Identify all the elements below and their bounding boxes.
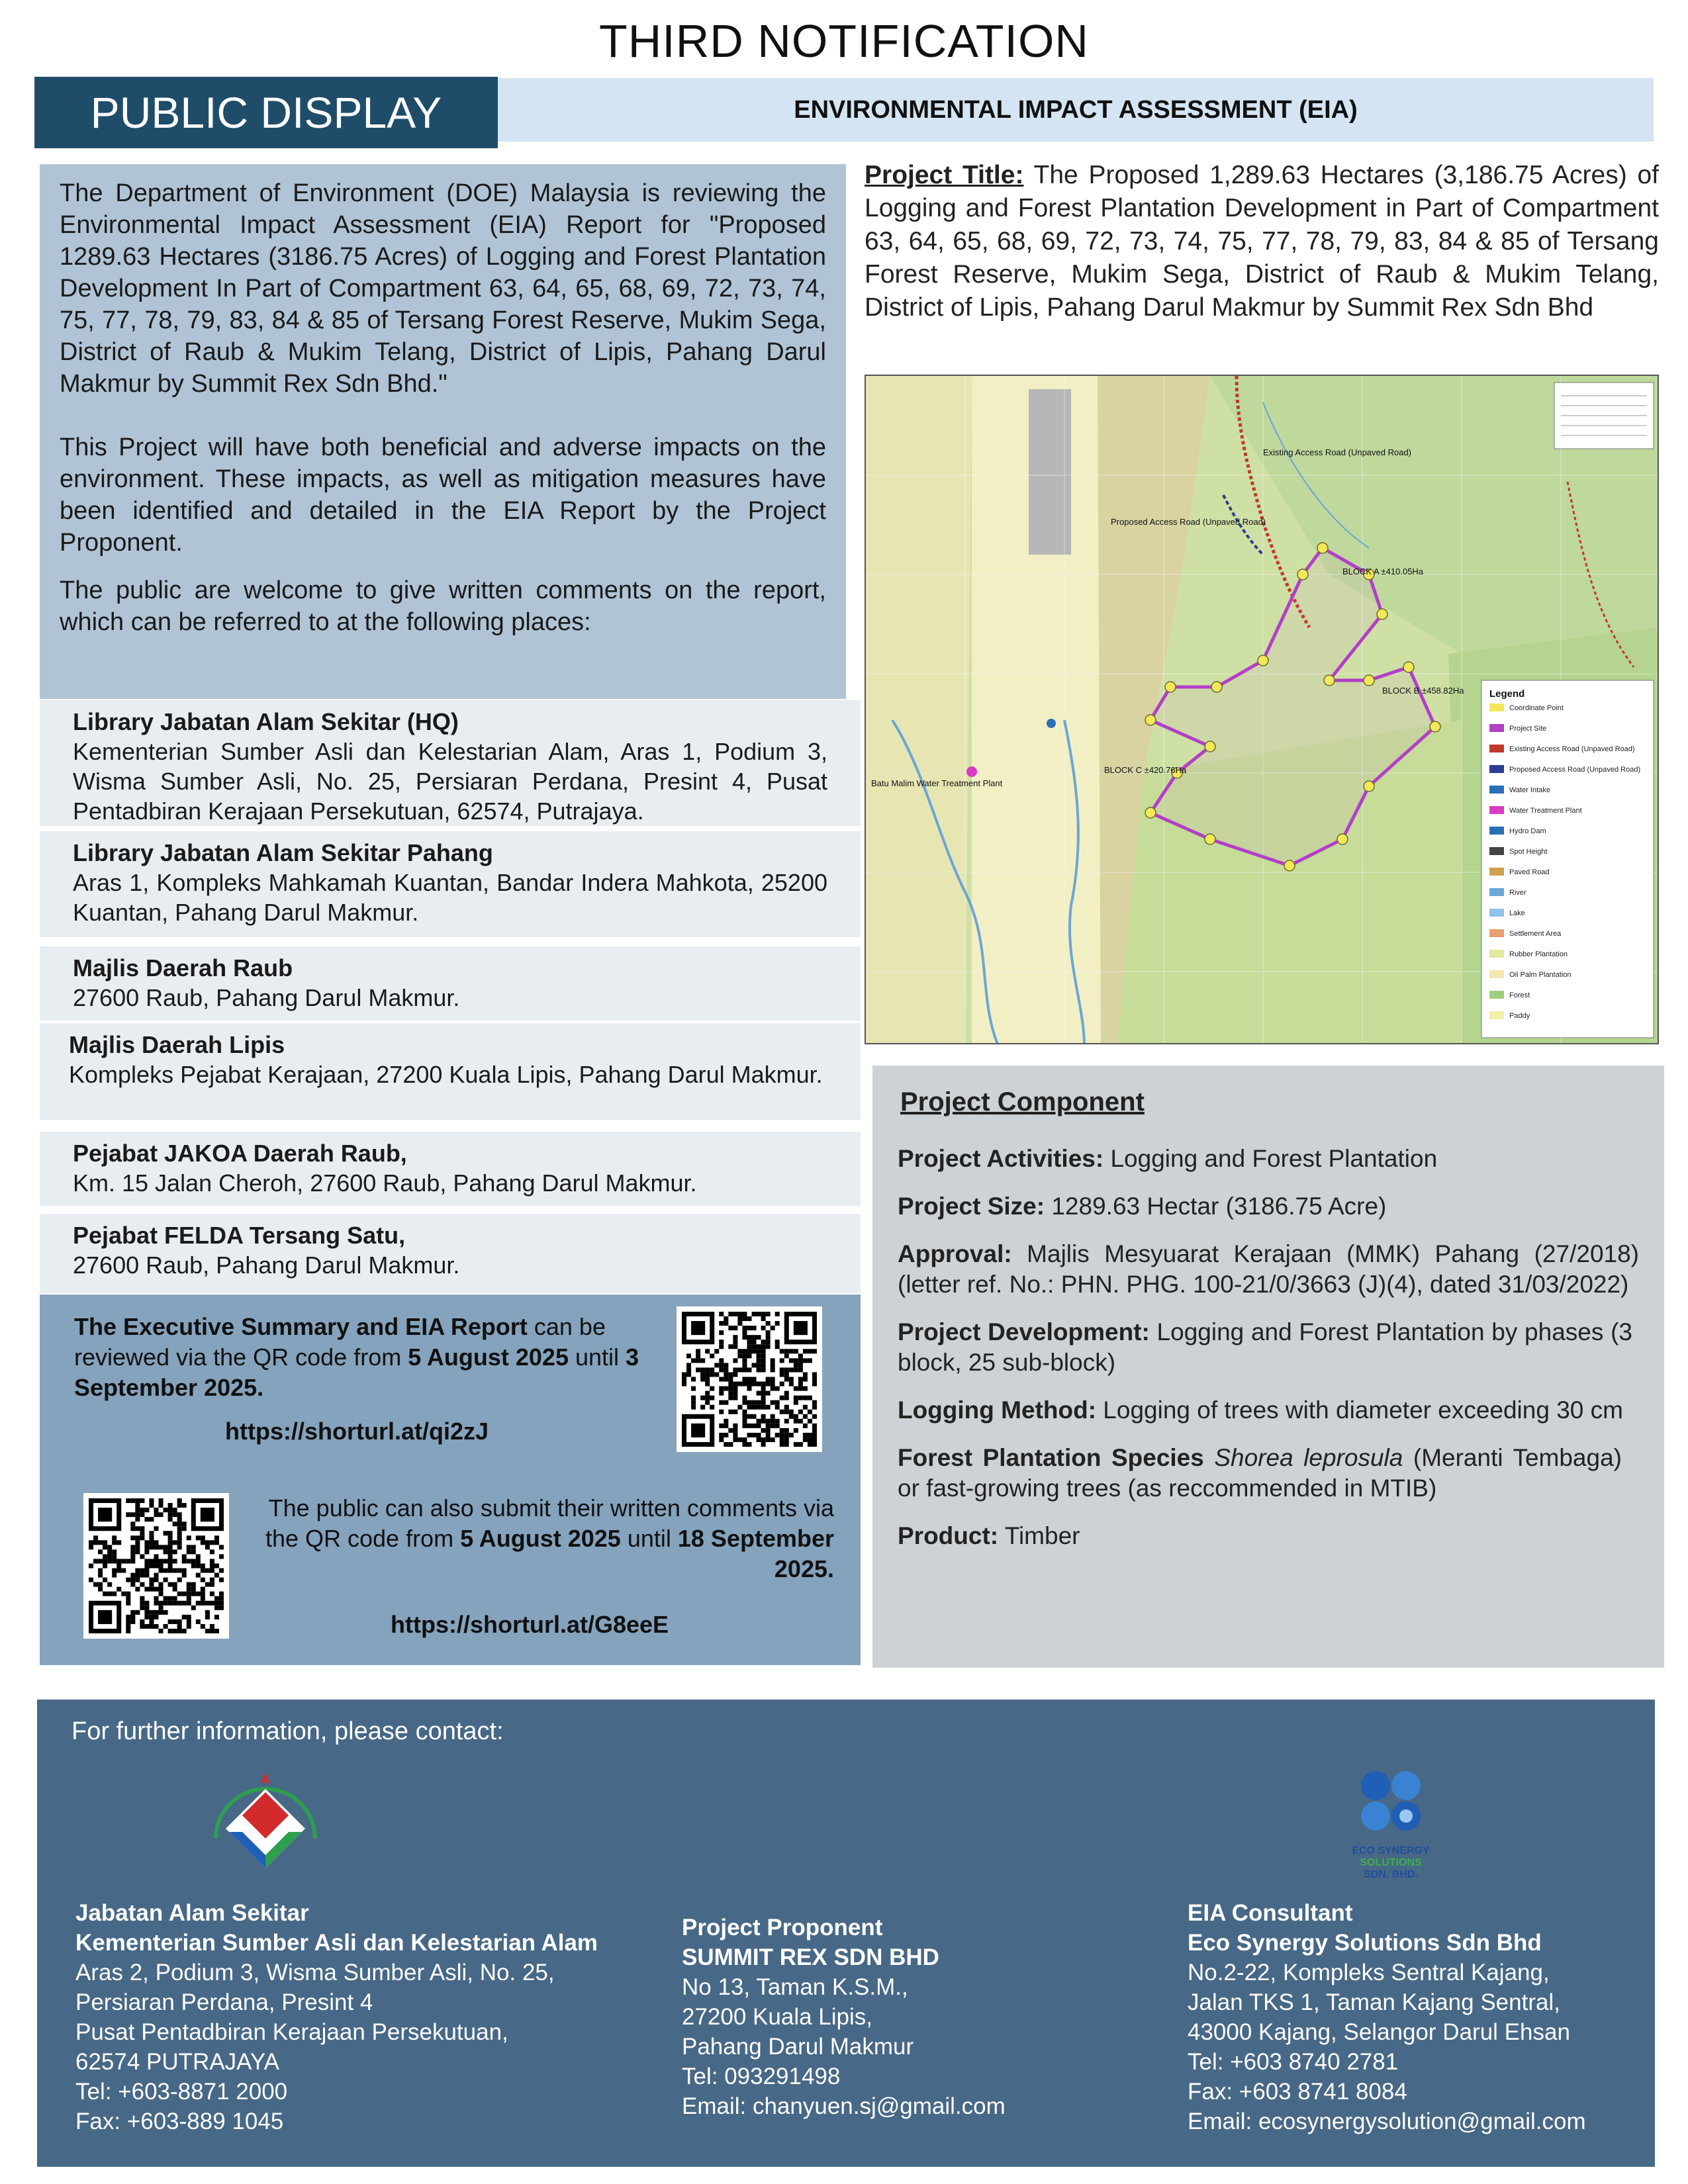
eia-banner: ENVIRONMENTAL IMPACT ASSESSMENT (EIA): [498, 78, 1654, 142]
doe-address-line: 62574 PUTRAJAYA: [75, 2049, 280, 2075]
map-legend-title: Legend: [1489, 688, 1525, 700]
consultant-email[interactable]: Email: ecosynergysolution@gmail.com: [1188, 2109, 1586, 2134]
development-value: Logging and Forest Plantation by phases (3 block, 25 sub-block): [898, 1318, 1632, 1376]
species-label: Forest Plantation Species: [898, 1444, 1204, 1471]
approval-label: Approval:: [898, 1240, 1012, 1267]
place-address: Kompleks Pejabat Kerajaan, 27200 Kuala Lipis, Pahang Darul Makmur.: [69, 1061, 823, 1088]
submit-url-link[interactable]: https://shorturl.at/G8eeE: [391, 1611, 669, 1638]
doe-address-line: Pusat Pentadbiran Kerajaan Persekutuan,: [75, 2019, 508, 2045]
place-address: 27600 Raub, Pahang Darul Makmur.: [73, 984, 460, 1011]
doe-contact: [75, 1898, 598, 2136]
consultant-address-line: No.2-22, Kompleks Sentral Kajang,: [1188, 1960, 1550, 1985]
proponent-title: Project Proponent: [682, 1915, 883, 1940]
proponent-email[interactable]: Email: chanyuen.sj@gmail.com: [682, 2093, 1006, 2119]
proponent-contact: [682, 1913, 1006, 2121]
legend-swatch: [1489, 888, 1504, 896]
plantation-species: [898, 1443, 1622, 1504]
intro-section: [40, 164, 846, 699]
project-approval: [898, 1239, 1639, 1300]
qr-section: [40, 1295, 861, 1665]
intro-paragraph-3: The public are welcome to give written comments on the report, which can be referred to at the following places:: [60, 576, 826, 636]
activities-value: Logging and Forest Plantation: [1103, 1145, 1438, 1172]
legend-item-label: Spot Height: [1509, 848, 1548, 856]
legend-swatch: [1489, 929, 1504, 937]
review-text: can be reviewed via the QR code from: [74, 1313, 606, 1371]
place-address: Aras 1, Kompleks Mahkamah Kuantan, Bandar Indera Mahkota, 25200 Kuantan, Pahang Darul Makmur.: [73, 869, 827, 926]
legend-swatch: [1489, 704, 1504, 711]
species-scientific-name: Shorea leprosula: [1203, 1444, 1403, 1471]
proponent-address-line: No 13, Taman K.S.M.,: [682, 1974, 908, 2000]
project-development: [898, 1317, 1632, 1378]
product: [898, 1521, 1648, 1551]
place-address: 27600 Raub, Pahang Darul Makmur.: [73, 1251, 460, 1279]
place-name: Pejabat FELDA Tersang Satu,: [73, 1222, 406, 1249]
map-label-proposed-road: Proposed Access Road (Unpaved Road): [1111, 517, 1266, 527]
review-url-link[interactable]: https://shorturl.at/qi2zJ: [225, 1418, 489, 1445]
legend-item-label: Existing Access Road (Unpaved Road): [1509, 745, 1635, 753]
review-end-date: 3 September 2025.: [74, 1343, 639, 1401]
legend-item-label: Settlement Area: [1509, 930, 1562, 938]
map-label-block-a: BLOCK A ±410.05Ha: [1342, 567, 1424, 576]
size-value: 1289.63 Hectar (3186.75 Acre): [1045, 1193, 1387, 1220]
legend-item-label: Water Intake: [1509, 786, 1550, 794]
consultant-fax: Fax: +603 8741 8084: [1188, 2079, 1407, 2105]
legend-item-label: Lake: [1509, 909, 1525, 917]
product-value: Timber: [998, 1522, 1080, 1549]
place-address: Kementerian Sumber Asli dan Kelestarian Alam, Aras 1, Podium 3, Wisma Sumber Asli, No. 25, Persiaran Perdana, Presint 4, Pusat Pentadbiran Kerajaan Persekutuan, 62574, Putrajaya.: [73, 738, 827, 825]
project-activities: [898, 1144, 1648, 1174]
legend-swatch: [1489, 950, 1504, 958]
place-item: [40, 1214, 861, 1293]
proponent-tel: Tel: 093291498: [682, 2064, 841, 2089]
intro-paragraph-2: This Project will have both beneficial and adverse impacts on the environment. These impacts, as well as mitigation measures have been identified and detailed in the EIA Report by the Project Proponent.: [60, 433, 826, 557]
project-component-heading: Project Component: [900, 1087, 1145, 1116]
legend-swatch: [1489, 765, 1504, 773]
doe-address-line: Aras 2, Podium 3, Wisma Sumber Asli, No. 25,: [75, 1960, 555, 1985]
place-name: Pejabat JAKOA Daerah Raub,: [73, 1140, 407, 1167]
eco-logo-line3: SDN. BHD.: [1364, 1869, 1418, 1880]
qr-code-icon: [682, 1312, 817, 1447]
legend-swatch: [1489, 909, 1504, 917]
submit-qr-code[interactable]: [83, 1493, 229, 1639]
place-item: [40, 831, 861, 937]
proponent-address-line: Pahang Darul Makmur: [682, 2034, 914, 2060]
legend-swatch: [1489, 868, 1504, 876]
place-item: [40, 700, 861, 826]
map-label-existing-road: Existing Access Road (Unpaved Road): [1263, 447, 1412, 457]
project-title-text: The Proposed 1,289.63 Hectares (3,186.75 Acres) of Logging and Forest Plantation Development in Part of Compartment 63, 64, 65, 68, 69, 72, 73, 74, 75, 77, 78, 79, 83, 84 & 85 of Tersang Forest Reserve, Mukim Sega, District of Raub & Mukim Telang, District of Lipis, Pahang Darul Makmur by Summit Rex Sdn Bhd: [865, 161, 1660, 322]
approval-value: Majlis Mesyuarat Kerajaan (MMK) Pahang (27/2018)(letter ref. No.: PHN. PHG. 100-21/0/3663 (J)(4), dated 31/03/2022): [898, 1240, 1639, 1298]
legend-item-label: Coordinate Point: [1509, 704, 1564, 712]
development-label: Project Development:: [898, 1318, 1150, 1345]
submit-end-date: 18 September 2025.: [677, 1525, 834, 1582]
legend-item-label: Rubber Plantation: [1509, 950, 1568, 958]
proponent-address-line: 27200 Kuala Lipis,: [682, 2004, 872, 2030]
place-name: Majlis Daerah Lipis: [69, 1031, 285, 1058]
hydro-dam-icon: [1047, 719, 1056, 728]
eco-logo-line2: SOLUTIONS: [1360, 1857, 1422, 1868]
size-label: Project Size:: [898, 1193, 1045, 1220]
submit-until: until: [620, 1525, 678, 1552]
legend-item-label: Paddy: [1509, 1012, 1530, 1020]
page-title: THIRD NOTIFICATION: [599, 15, 1089, 67]
review-qr-code[interactable]: [677, 1306, 822, 1452]
eco-logo-line1: ECO SYNERGY: [1352, 1845, 1430, 1856]
map-legend: [1481, 680, 1654, 1038]
species-value: (Meranti Tembaga) or fast-growing trees (as reccommended in MTIB): [898, 1444, 1622, 1502]
consultant-title: EIA Consultant: [1188, 1900, 1353, 1926]
legend-swatch: [1489, 745, 1504, 752]
doe-ministry: Kementerian Sumber Asli dan Kelestarian Alam: [75, 1930, 598, 1956]
place-item: [40, 1132, 861, 1206]
place-item: [40, 946, 861, 1021]
review-label: The Executive Summary and EIA Report: [74, 1313, 528, 1340]
contact-footer: [37, 1700, 1655, 2167]
eco-logo-text: [1335, 1845, 1447, 1881]
consultant-contact: [1188, 1898, 1586, 2136]
project-title-label: Project Title:: [865, 161, 1024, 189]
legend-item-label: Paved Road: [1509, 868, 1550, 876]
consultant-address-line: 43000 Kajang, Selangor Darul Ehsan: [1188, 2019, 1570, 2045]
contact-heading: For further information, please contact:: [71, 1717, 504, 1745]
place-name: Library Jabatan Alam Sekitar (HQ): [73, 708, 459, 735]
consultant-address-line: Jalan TKS 1, Taman Kajang Sentral,: [1188, 1989, 1560, 2015]
place-address: Km. 15 Jalan Cheroh, 27600 Raub, Pahang Darul Makmur.: [73, 1169, 697, 1197]
legend-swatch: [1489, 847, 1504, 855]
legend-item-label: Oil Palm Plantation: [1509, 971, 1571, 979]
legend-swatch: [1489, 786, 1504, 794]
submit-instructions: [252, 1493, 834, 1584]
qr-code-icon: [89, 1498, 224, 1633]
doe-logo: [203, 1766, 328, 1885]
review-until: until: [568, 1343, 626, 1371]
submit-text: The public can also submit their written comments via the QR code from: [265, 1494, 834, 1552]
consultant-tel: Tel: +603 8740 2781: [1188, 2049, 1399, 2075]
map-label-water-treatment: Batu Malim Water Treatment Plant: [871, 778, 1003, 788]
place-item: [40, 1023, 861, 1120]
legend-item-label: Forest: [1509, 991, 1530, 999]
doe-fax: Fax: +603-889 1045: [75, 2109, 284, 2134]
proponent-name: SUMMIT REX SDN BHD: [682, 1944, 939, 1970]
doe-name: Jabatan Alam Sekitar: [75, 1900, 309, 1926]
review-instructions: [74, 1312, 683, 1403]
legend-item-label: Hydro Dam: [1509, 827, 1546, 835]
legend-item-label: Project Site: [1509, 725, 1547, 733]
map-label-block-b: BLOCK B ±458.82Ha: [1382, 686, 1464, 696]
legend-swatch: [1489, 806, 1504, 814]
water-treatment-plant-icon: [966, 766, 977, 777]
doe-address-line: Persiaran Perdana, Presint 4: [75, 1989, 373, 2015]
project-size: [898, 1191, 1648, 1222]
doe-tel: Tel: +603-8871 2000: [75, 2079, 288, 2105]
project-title: [865, 159, 1659, 324]
legend-swatch: [1489, 724, 1504, 732]
product-label: Product:: [898, 1522, 999, 1549]
legend-swatch: [1489, 827, 1504, 835]
logging-value: Logging of trees with diameter exceeding 30 cm: [1096, 1396, 1623, 1424]
eco-synergy-logo: [1341, 1766, 1440, 1852]
map-label-block-c: BLOCK C ±420.76Ha: [1104, 765, 1187, 775]
logging-method: [898, 1395, 1639, 1426]
legend-swatch: [1489, 1011, 1504, 1019]
map-graphic: [866, 376, 1659, 1044]
consultant-name: Eco Synergy Solutions Sdn Bhd: [1188, 1930, 1542, 1956]
legend-item-label: Water Treatment Plant: [1509, 807, 1582, 815]
activities-label: Project Activities:: [898, 1145, 1104, 1172]
place-name: Library Jabatan Alam Sekitar Pahang: [73, 839, 493, 866]
intro-paragraph-1: The Department of Environment (DOE) Malaysia is reviewing the Environmental Impact Assessment (EIA) Report for "Proposed 1289.63 Hectares (3186.75 Acres) of Logging and Forest Plantation Development In Part of Compartment 63, 64, 65, 68, 69, 72, 73, 74, 75, 77, 78, 79, 83, 84 & 85 of Tersang Forest Reserve, Mukim Sega, District of Raub & Mukim Telang, District of Lipis, Pahang Darul Makmur by Summit Rex Sdn Bhd.": [60, 179, 826, 398]
legend-swatch: [1489, 991, 1504, 999]
review-start-date: 5 August 2025: [408, 1343, 569, 1371]
public-display-banner: PUBLIC DISPLAY: [34, 77, 498, 148]
submit-start-date: 5 August 2025: [460, 1525, 621, 1552]
project-component-section: [872, 1066, 1664, 1668]
place-name: Majlis Daerah Raub: [73, 954, 293, 981]
project-site-map: [865, 375, 1659, 1044]
legend-item-label: River: [1509, 889, 1526, 897]
logging-label: Logging Method:: [898, 1396, 1097, 1424]
legend-swatch: [1489, 970, 1504, 978]
legend-item-label: Proposed Access Road (Unpaved Road): [1509, 766, 1641, 774]
